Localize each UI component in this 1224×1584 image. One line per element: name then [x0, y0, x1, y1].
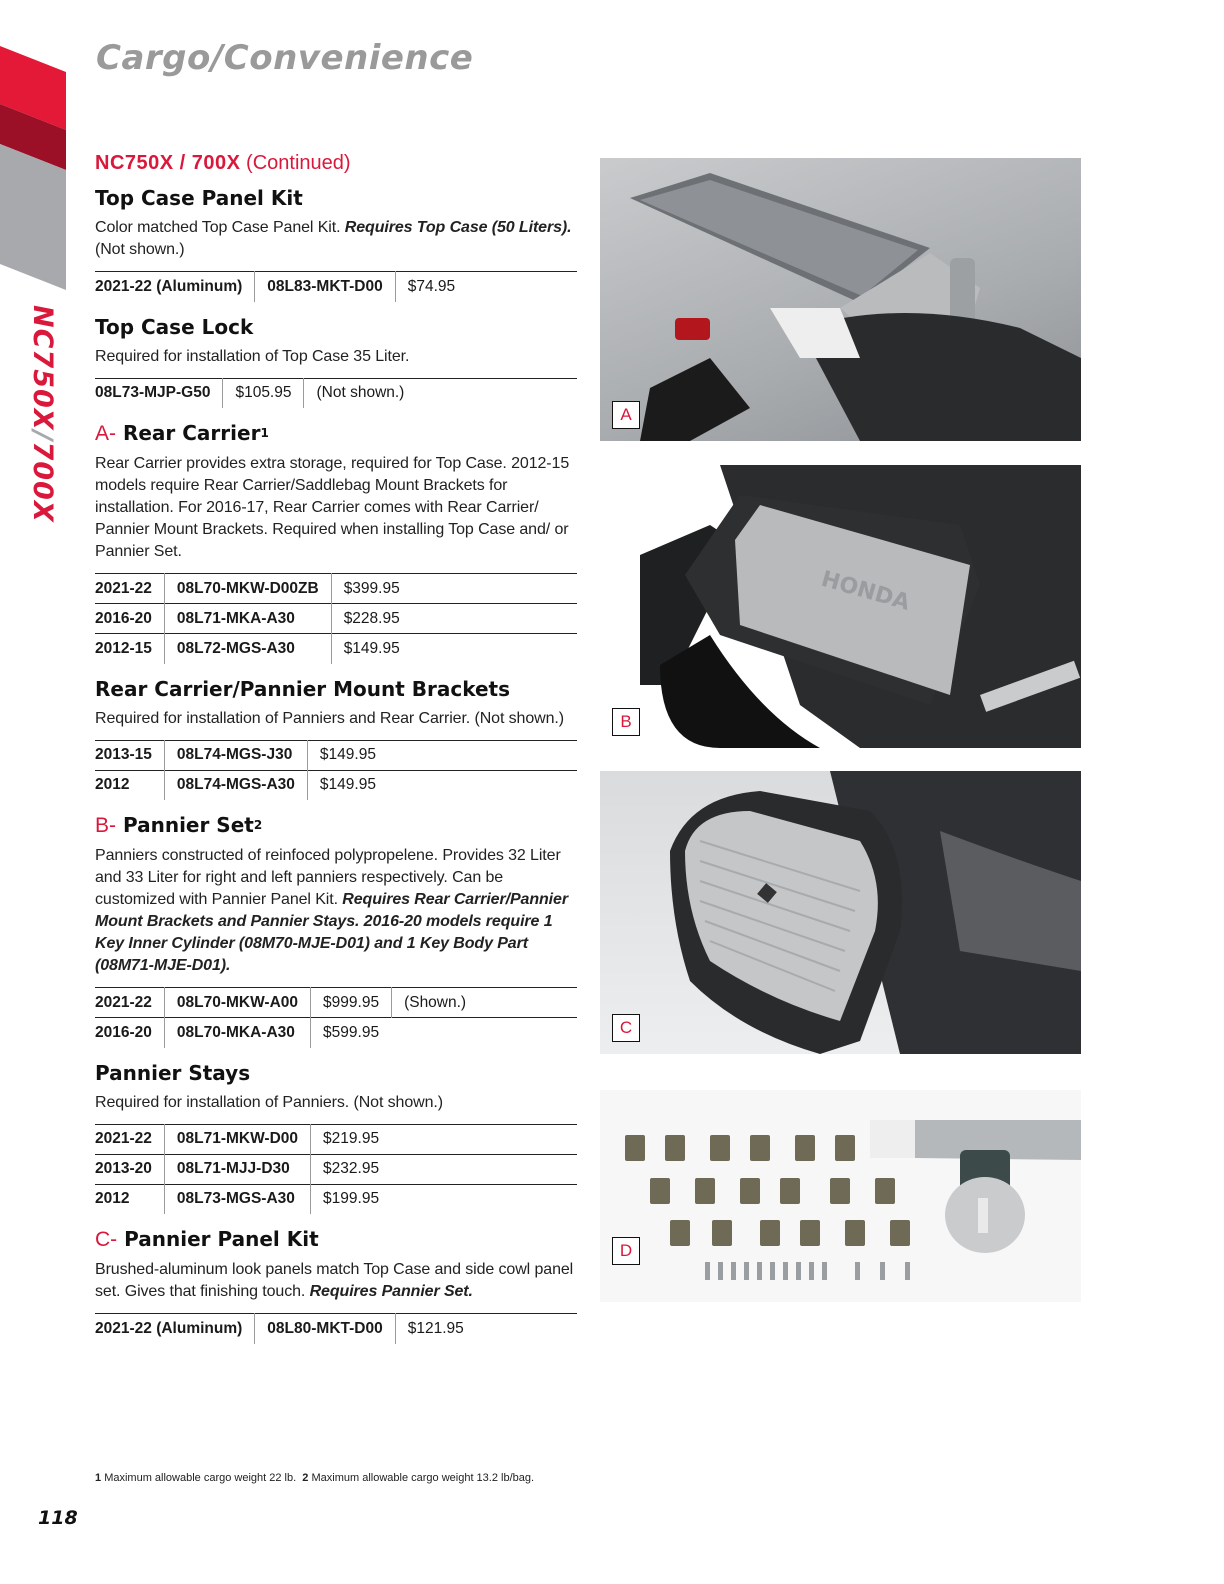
- section-title: A- Rear Carrier$^1$: [95, 421, 269, 445]
- section-pannier-panel-kit: [95, 1226, 577, 1344]
- section-top-case-panel-kit: [95, 185, 577, 302]
- table-row: 2013-20 08L71-MJJ-D30 $232.95: [95, 1154, 577, 1184]
- table-row: 2016-20 08L70-MKA-A30 $599.95: [95, 1018, 577, 1048]
- section-rear-carrier: [95, 420, 577, 664]
- parts-table: [95, 740, 577, 801]
- section-title: Top Case Lock: [95, 314, 254, 339]
- product-list: [95, 152, 577, 1356]
- section-description: Color matched Top Case Panel Kit. Requires Top Case (50 Liters). (Not shown.): [95, 219, 572, 258]
- table-row: 2012 08L74-MGS-A30 $149.95: [95, 770, 577, 800]
- parts-table: [95, 1313, 577, 1344]
- table-row: 2012 08L73-MGS-A30 $199.95: [95, 1184, 577, 1214]
- pannier-set-photo: [600, 465, 1081, 748]
- section-pannier-stays: [95, 1060, 577, 1215]
- section-mount-brackets: [95, 676, 577, 801]
- photo-label-d: D: [612, 1237, 640, 1265]
- parts-table: [95, 1124, 577, 1215]
- table-row: 2021-22 08L70-MKW-D00ZB $399.95: [95, 574, 577, 604]
- table-row: 2013-15 08L74-MGS-J30 $149.95: [95, 740, 577, 770]
- pannier-panel-kit-photo: [600, 771, 1081, 1054]
- section-description: Required for installation of Panniers. (Not shown.): [95, 1093, 443, 1111]
- parts-table: [95, 987, 577, 1048]
- section-description: Required for installation of Panniers and Rear Carrier. (Not shown.): [95, 709, 564, 727]
- section-title: C- Pannier Panel Kit: [95, 1227, 319, 1251]
- page-number: 118: [38, 1507, 78, 1529]
- table-row: 2012-15 08L72-MGS-A30 $149.95: [95, 634, 577, 664]
- footnotes: 1 Maximum allowable cargo weight 22 lb. 2 Maximum allowable cargo weight 13.2 lb/bag.: [95, 1472, 535, 1484]
- section-pannier-set: [95, 812, 577, 1048]
- table-row: 2021-22 (Aluminum) 08L83-MKT-D00 $74.95: [95, 272, 577, 302]
- section-title: Rear Carrier/Pannier Mount Brackets: [95, 676, 511, 701]
- section-description: Required for installation of Top Case 35 Liter.: [95, 347, 410, 365]
- parts-table: [95, 378, 577, 409]
- table-row: 2021-22 08L70-MKW-A00 $999.95 (Shown.): [95, 988, 577, 1018]
- photo-label-b: B: [612, 708, 640, 736]
- svg-text:HONDA: HONDA: [818, 566, 913, 616]
- parts-table: [95, 271, 577, 302]
- section-description: Brushed-aluminum look panels match Top Case and side cowl panel set. Gives that finishing touch. Requires Pannier Set.: [95, 1261, 574, 1300]
- section-title: Top Case Panel Kit: [95, 186, 303, 210]
- rear-carrier-photo: [600, 158, 1081, 441]
- parts-table: [95, 573, 577, 664]
- section-title: B- Pannier Set$^2$: [95, 813, 263, 837]
- table-row: 2021-22 (Aluminum) 08L80-MKT-D00 $121.95: [95, 1314, 577, 1344]
- section-description: Panniers constructed of reinfoced polypropelene. Provides 32 Liter and 33 Liter for right and left panniers respectively. Can be customized with Pannier Panel Kit. Requires Rear Carrier/Pannier Mount Brackets and Pannier Stays. 2016-20 models require 1 Key Inner Cylinder (08M70-MJE-D01) and 1 Key Body Part (08M71-MJE-D01).: [95, 847, 568, 974]
- side-model-label: NC750X/700X: [27, 305, 58, 523]
- table-row: 2016-20 08L71-MKA-A30 $228.95: [95, 604, 577, 634]
- decorative-color-band: [0, 40, 66, 290]
- page-title: Cargo/Convenience: [96, 38, 474, 78]
- table-row: 08L73-MJP-G50 $105.95 (Not shown.): [95, 378, 577, 408]
- model-heading: NC750X / 700X (Continued): [95, 152, 351, 174]
- section-title: Pannier Stays: [95, 1060, 251, 1085]
- section-top-case-lock: [95, 314, 577, 409]
- key-cylinder-kit-photo: [600, 1090, 1081, 1302]
- table-row: 2021-22 08L71-MKW-D00 $219.95: [95, 1124, 577, 1154]
- photo-label-c: C: [612, 1014, 640, 1042]
- photo-label-a: A: [612, 401, 640, 429]
- section-description: Rear Carrier provides extra storage, required for Top Case. 2012-15 models require Rear Carrier/Saddlebag Mount Brackets for installation. For 2016-17, Rear Carrier comes with Rear Carrier/ Pannier Mount Brackets. Required when installing Top Case and/ or Pannier Set.: [95, 455, 570, 560]
